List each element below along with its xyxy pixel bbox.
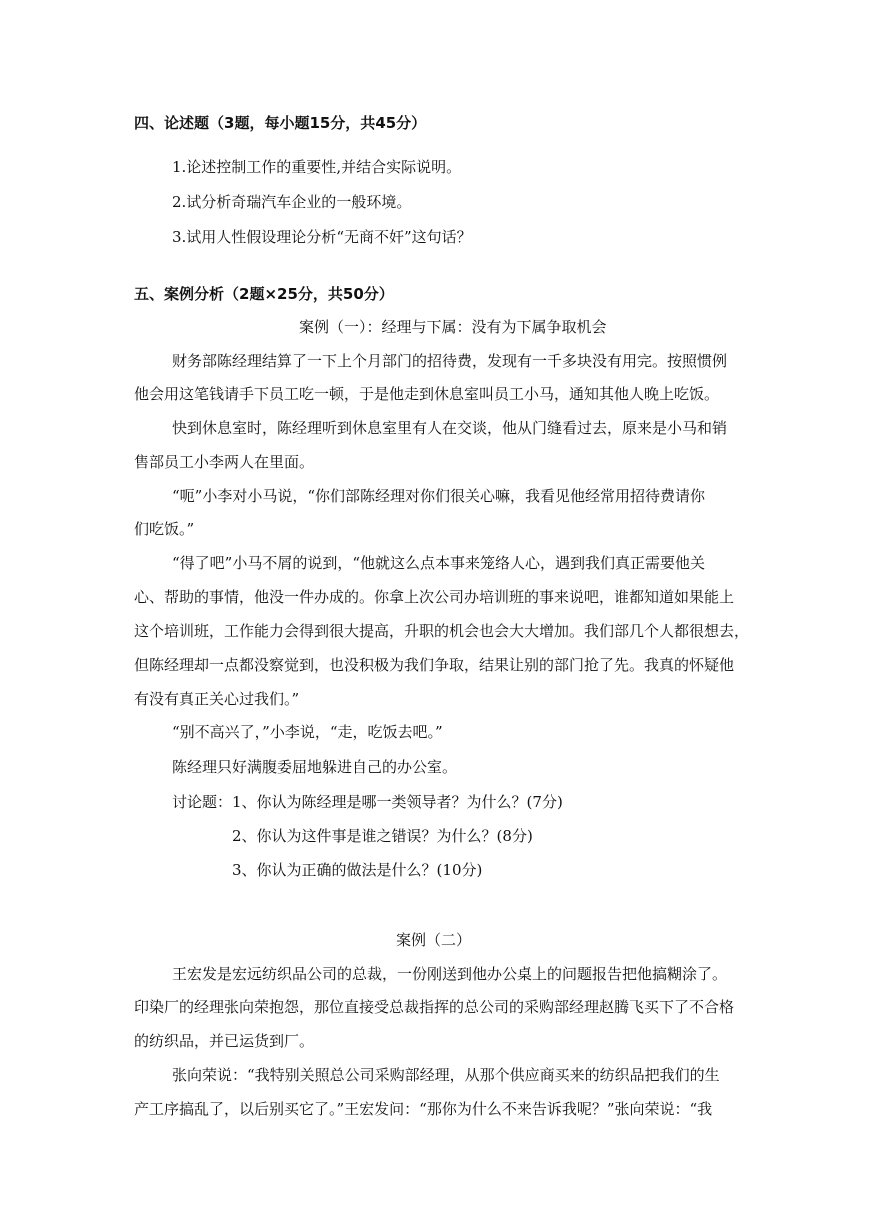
case-1-line: 财务部陈经理结算了一下上个月部门的招待费，发现有一千多块没有用完。按照惯例	[172, 352, 728, 370]
case-1-line: 他会用这笔钱请手下员工吃一顿，于是他走到休息室叫员工小马，通知其他人晚上吃饭。	[134, 385, 720, 403]
essay-question-3: 3.试用人性假设理论分析“无商不奸”这句话？	[172, 228, 472, 246]
section-4-heading: 四、论述题（3题，每小题15分，共45分）	[134, 114, 427, 132]
case-1-line: “别不高兴了，”小李说，“走，吃饭去吧。”	[172, 723, 443, 741]
case-1-line: 但陈经理却一点都没察觉到，也没积极为我们争取，结果让别的部门抢了先。我真的怀疑他	[134, 656, 735, 674]
case-1-question-2: 2、你认为这件事是谁之错误？为什么？(8分)	[232, 827, 533, 845]
case-1-line: 陈经理只好满腹委屈地躲进自己的办公室。	[172, 758, 458, 776]
case-2-line: 产工序搞乱了，以后别买它了。”王宏发问：“那你为什么不来告诉我呢？”张向荣说：“我	[134, 1100, 713, 1118]
case-1-line: 们吃饭。”	[134, 520, 195, 538]
case-1-line: 心、帮助的事情，他没一件办成的。你拿上次公司办培训班的事来说吧，谁都知道如果能上	[134, 588, 735, 606]
essay-question-1: 1.论述控制工作的重要性,并结合实际说明。	[172, 158, 462, 176]
case-1-title: 案例（一）：经理与下属：没有为下属争取机会	[299, 318, 607, 336]
essay-question-2: 2.试分析奇瑞汽车企业的一般环境。	[172, 193, 412, 211]
case-1-line: 有没有真正关心过我们。”	[134, 690, 300, 708]
case-1-question-1: 讨论题：1、你认为陈经理是哪一类领导者？为什么？(7分)	[172, 793, 563, 811]
case-1-line: “呃”小李对小马说，“你们部陈经理对你们很关心嘛，我看见他经常用招待费请你	[172, 487, 706, 505]
case-2-line: 的纺织品，并已运货到厂。	[134, 1032, 315, 1050]
section-5-heading: 五、案例分析（2题×25分，共50分）	[134, 285, 394, 303]
case-1-line: 快到休息室时，陈经理听到休息室里有人在交谈，他从门缝看过去，原来是小马和销	[172, 419, 728, 437]
case-1-question-3: 3、你认为正确的做法是什么？(10分)	[232, 861, 483, 879]
case-1-line: 售部员工小李两人在里面。	[134, 453, 315, 471]
case-1-line: 这个培训班，工作能力会得到很大提高，升职的机会也会大大增加。我们部几个人都很想去，	[134, 622, 750, 640]
case-2-line: 张向荣说：“我特别关照总公司采购部经理，从那个供应商买来的纺织品把我们的生	[172, 1066, 720, 1084]
case-1-line: “得了吧”小马不屑的说到，“他就这么点本事来笼络人心，遇到我们真正需要他关	[172, 554, 706, 572]
case-2-title: 案例（二）	[396, 931, 472, 949]
case-2-line: 王宏发是宏远纺织品公司的总裁，一份刚送到他办公桌上的问题报告把他搞糊涂了。	[172, 965, 728, 983]
case-2-line: 印染厂的经理张向荣抱怨，那位直接受总裁指挥的总公司的采购部经理赵腾飞买下了不合格	[134, 998, 735, 1016]
